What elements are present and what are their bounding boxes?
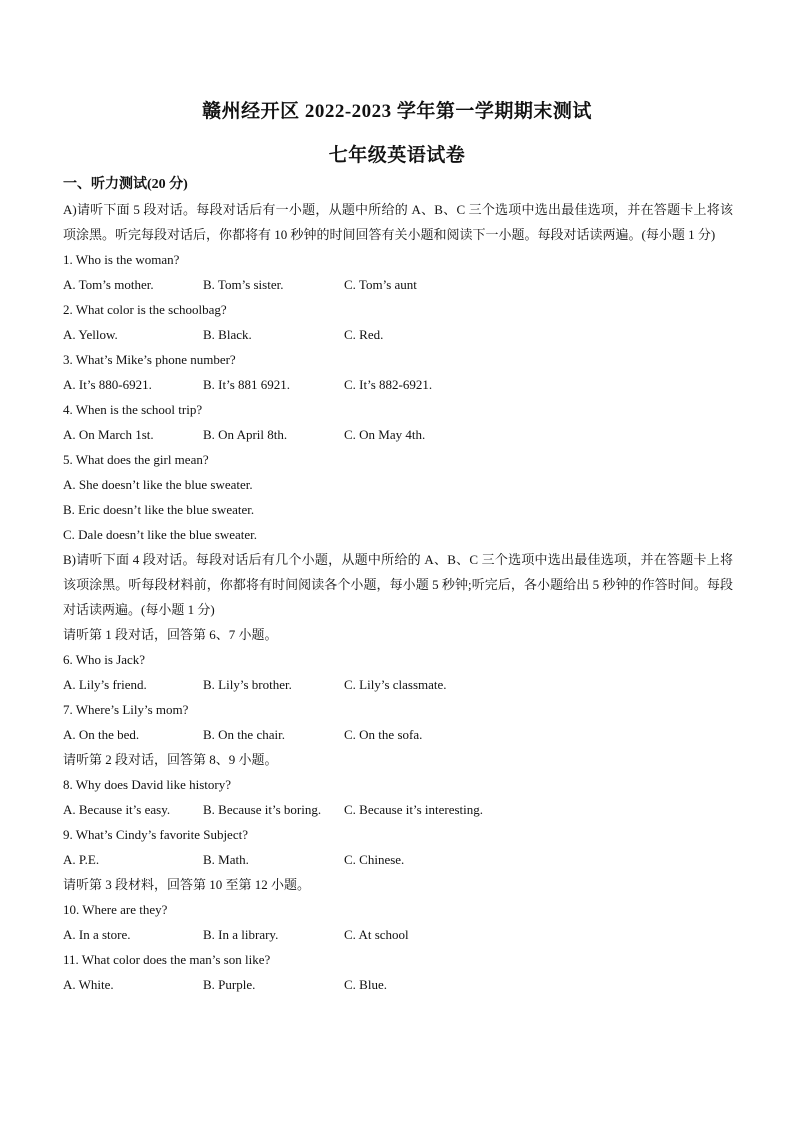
- question-11-option-c: C. Blue.: [344, 977, 387, 992]
- question-9-stem: 9. What’s Cindy’s favorite Subject?: [63, 827, 248, 842]
- question-1-option-c: C. Tom’s aunt: [344, 277, 417, 292]
- question-8-option-a: A. Because it’s easy.: [63, 802, 171, 817]
- question-1-stem: 1. Who is the woman?: [63, 252, 180, 267]
- part-b-instructions: B)请听下面 4 段对话。每段对话后有几个小题，从题中所给的 A、B、C 三个选项中选出最佳选项，并在答题卡上将该项涂黑。听每段材料前，你都将有时间阅读各个小题，每小题 5 秒钟;听完后，各小题给出 5 秒钟的作答时间。每段对话读两遍。(每小题 1 分): [63, 552, 733, 617]
- question-5-stem: 5. What does the girl mean?: [63, 452, 209, 467]
- question-3-option-c: C. It’s 882-6921.: [344, 377, 433, 392]
- question-3-option-a: A. It’s 880-6921.: [63, 377, 152, 392]
- question-9-option-a: A. P.E.: [63, 852, 100, 867]
- question-3-option-b: B. It’s 881 6921.: [203, 377, 291, 392]
- question-7-option-a: A. On the bed.: [63, 727, 140, 742]
- question-6-options: [63, 672, 733, 697]
- question-10-option-a: A. In a store.: [63, 927, 131, 942]
- question-2-option-b: B. Black.: [203, 327, 252, 342]
- question-11-options: [63, 972, 733, 997]
- question-8-stem: 8. Why does David like history?: [63, 777, 232, 792]
- question-5-option-a: A. She doesn’t like the blue sweater.: [63, 477, 253, 492]
- question-2-option-a: A. Yellow.: [63, 327, 118, 342]
- question-2-options: [63, 322, 733, 347]
- question-3-options: [63, 372, 733, 397]
- part-a-instructions: A)请听下面 5 段对话。每段对话后有一小题，从题中所给的 A、B、C 三个选项中选出最佳选项，并在答题卡上将该项涂黑。听完每段对话后，你都将有 10 秒钟的时间回答有关小题和阅读下一小题。每段对话读两遍。(每小题 1 分): [63, 202, 733, 242]
- question-9-option-b: B. Math.: [203, 852, 249, 867]
- question-2-option-c: C. Red.: [344, 327, 384, 342]
- question-4-option-b: B. On April 8th.: [203, 427, 288, 442]
- question-8-options: [63, 797, 733, 822]
- question-7-stem: 7. Where’s Lily’s mom?: [63, 702, 189, 717]
- question-10-options: [63, 922, 733, 947]
- exam-subtitle: 七年级英语试卷: [328, 145, 466, 166]
- question-3-stem: 3. What’s Mike’s phone number?: [63, 352, 236, 367]
- question-10-option-c: C. At school: [344, 927, 409, 942]
- question-9-options: [63, 847, 733, 872]
- question-4-options: [63, 422, 733, 447]
- question-7-options: [63, 722, 733, 747]
- question-6-option-c: C. Lily’s classmate.: [344, 677, 447, 692]
- question-8-option-b: B. Because it’s boring.: [203, 802, 322, 817]
- dialog-3-note: 请听第 3 段材料，回答第 10 至第 12 小题。: [63, 877, 311, 892]
- question-6-option-b: B. Lily’s brother.: [203, 677, 292, 692]
- question-7-option-b: B. On the chair.: [203, 727, 285, 742]
- question-11-stem: 11. What color does the man’s son like?: [63, 952, 271, 967]
- question-1-option-b: B. Tom’s sister.: [203, 277, 284, 292]
- section-heading-listening: 一、听力测试(20 分): [63, 177, 188, 192]
- question-10-stem: 10. Where are they?: [63, 902, 168, 917]
- dialog-2-note: 请听第 2 段对话，回答第 8、9 小题。: [63, 752, 278, 767]
- question-6-stem: 6. Who is Jack?: [63, 652, 146, 667]
- question-2-stem: 2. What color is the schoolbag?: [63, 302, 227, 317]
- exam-title: 赣州经开区 2022-2023 学年第一学期期末测试: [202, 101, 592, 122]
- question-6-option-a: A. Lily’s friend.: [63, 677, 147, 692]
- listening-section: [63, 197, 733, 997]
- question-4-stem: 4. When is the school trip?: [63, 402, 203, 417]
- question-5-option-c: C. Dale doesn’t like the blue sweater.: [63, 527, 257, 542]
- question-7-option-c: C. On the sofa.: [344, 727, 423, 742]
- question-1-option-a: A. Tom’s mother.: [63, 277, 154, 292]
- question-8-option-c: C. Because it’s interesting.: [344, 802, 484, 817]
- question-10-option-b: B. In a library.: [203, 927, 279, 942]
- question-9-option-c: C. Chinese.: [344, 852, 405, 867]
- question-1-options: [63, 272, 733, 297]
- question-4-option-a: A. On March 1st.: [63, 427, 154, 442]
- question-11-option-a: A. White.: [63, 977, 114, 992]
- question-11-option-b: B. Purple.: [203, 977, 256, 992]
- dialog-1-note: 请听第 1 段对话，回答第 6、7 小题。: [63, 627, 278, 642]
- question-5-option-b: B. Eric doesn’t like the blue sweater.: [63, 502, 255, 517]
- question-4-option-c: C. On May 4th.: [344, 427, 426, 442]
